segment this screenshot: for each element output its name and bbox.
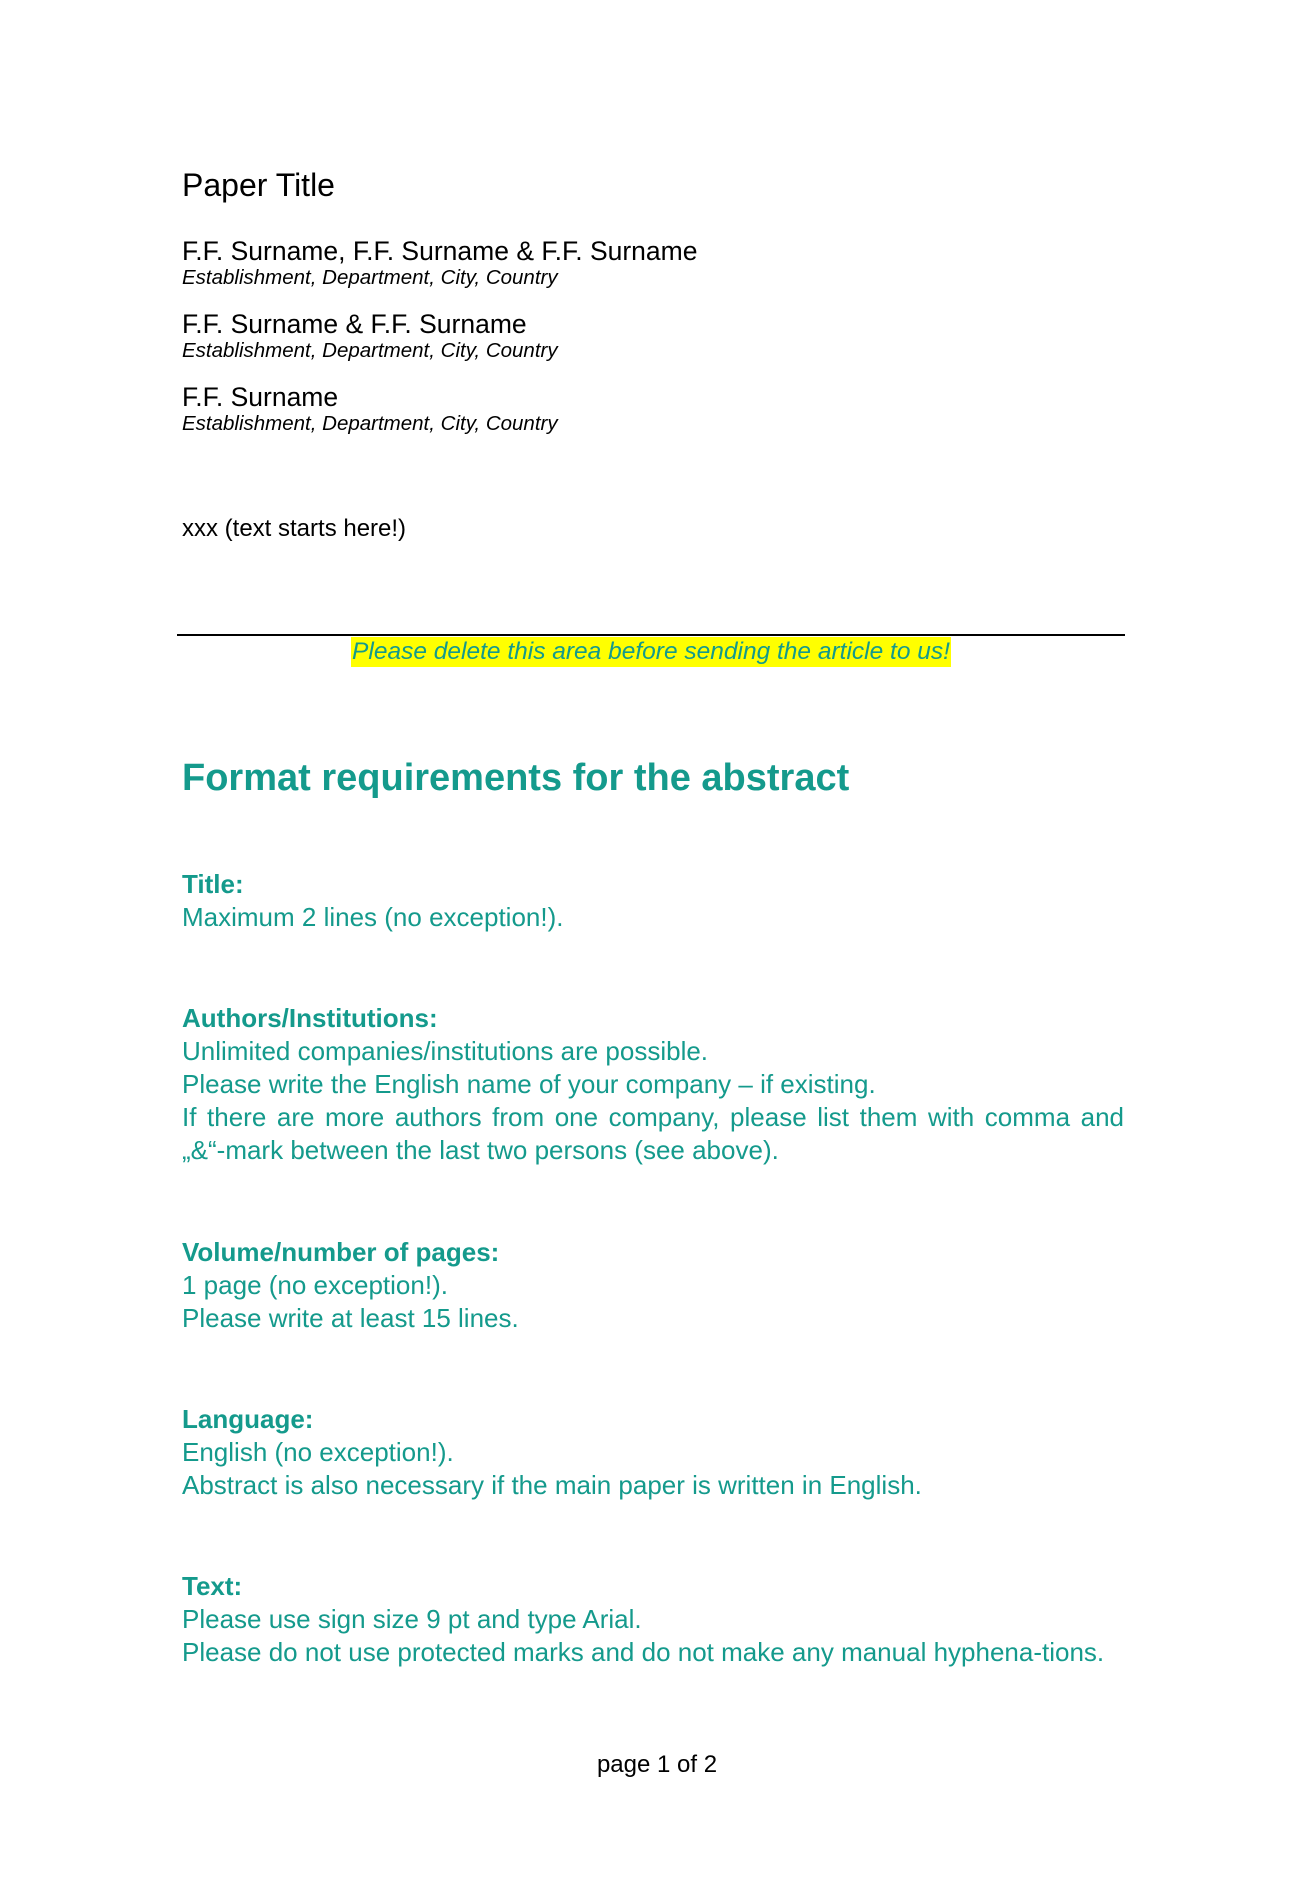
- requirement-line: 1 page (no exception!).: [182, 1270, 448, 1300]
- delete-area-note: Please delete this area before sending the article to us!: [352, 638, 950, 665]
- author-group-3: [182, 382, 1124, 436]
- author-affiliation: Establishment, Department, City, Country: [182, 412, 558, 435]
- author-names: F.F. Surname, F.F. Surname & F.F. Surname: [182, 236, 698, 266]
- requirement-section-title: Volume/number of pages:: [182, 1237, 500, 1267]
- requirement-line: Please write the English name of your company – if existing.: [182, 1069, 876, 1099]
- requirement-line: Unlimited companies/institutions are possible.: [182, 1036, 709, 1066]
- requirement-section-title: Authors/Institutions:: [182, 1003, 438, 1033]
- requirement-line: Please use sign size 9 pt and type Arial.: [182, 1604, 642, 1634]
- requirement-line: Please write at least 15 lines.: [182, 1303, 519, 1333]
- requirement-line: Please do not use protected marks and do not make any manual hyphena-tions.: [182, 1637, 1105, 1667]
- author-group-2: [182, 309, 1124, 363]
- author-affiliation: Establishment, Department, City, Country: [182, 339, 558, 362]
- requirement-section-title: Language:: [182, 1404, 314, 1434]
- requirement-title: [182, 868, 1124, 934]
- delete-note-container: [177, 637, 1125, 667]
- page-footer: [0, 1750, 1300, 1780]
- requirement-volume-pages: [182, 1236, 1124, 1335]
- text-start-placeholder: xxx (text starts here!): [182, 515, 407, 542]
- author-names: F.F. Surname & F.F. Surname: [182, 309, 527, 339]
- requirement-text: [182, 1570, 1124, 1669]
- requirement-line: English (no exception!).: [182, 1437, 454, 1467]
- page-number: page 1 of 2: [596, 1751, 718, 1778]
- author-group-1: [182, 236, 1124, 290]
- delete-area-divider: [177, 634, 1125, 636]
- paper-title: Paper Title: [182, 167, 335, 203]
- format-requirements-heading: Format requirements for the abstract: [182, 757, 850, 799]
- requirement-line: Maximum 2 lines (no exception!).: [182, 902, 564, 932]
- author-names: F.F. Surname: [182, 382, 339, 412]
- requirement-authors-institutions: [182, 1002, 1124, 1167]
- requirement-line: Abstract is also necessary if the main paper is written in English.: [182, 1470, 922, 1500]
- requirement-section-title: Text:: [182, 1571, 243, 1601]
- requirement-section-title: Title:: [182, 869, 244, 899]
- requirement-line: If there are more authors from one company, please list them with comma and „&“-mark between the last two persons (see above).: [182, 1102, 1124, 1165]
- author-affiliation: Establishment, Department, City, Country: [182, 266, 558, 289]
- requirement-language: [182, 1403, 1124, 1502]
